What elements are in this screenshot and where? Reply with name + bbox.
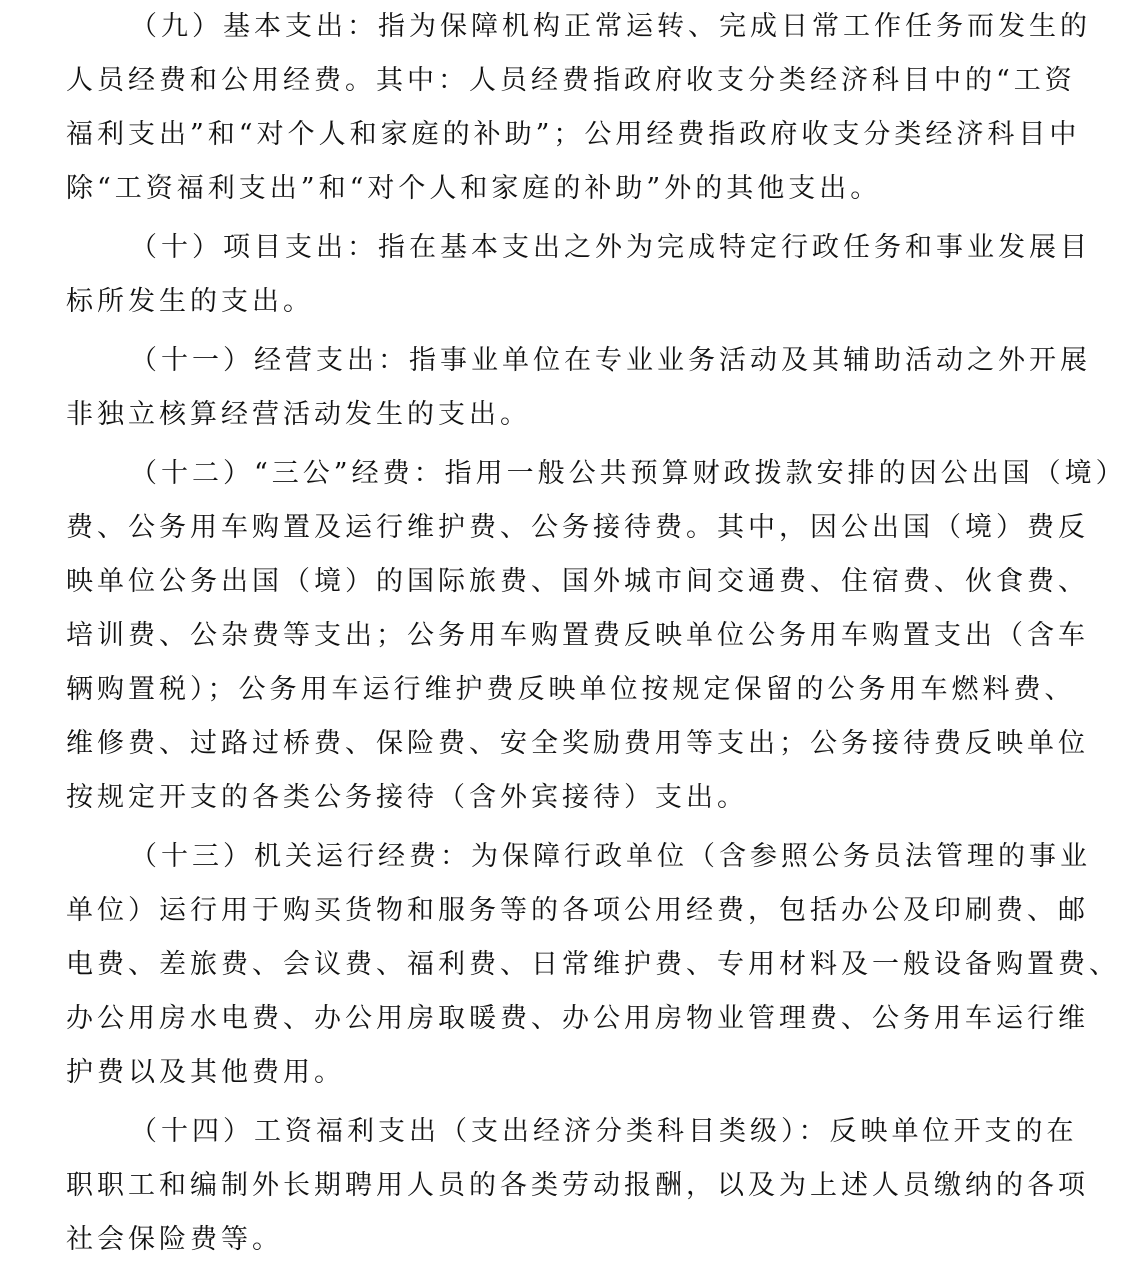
paragraph-project-expenditure [66,221,1091,329]
text-line: （十四）工资福利支出（支出经济分类科目类级）：反映单位开支的在 [130,1116,1078,1147]
paragraph-basic-expenditure [66,0,1091,216]
text-line: 除“工资福利支出”和“对个人和家庭的补助”外的其他支出。 [66,173,882,204]
paragraph-wage-welfare-expenditure [66,1105,1089,1267]
document-page [66,0,1127,1267]
text-line: 维修费、过路过桥费、保险费、安全奖励费用等支出；公务接待费反映单位 [66,728,1089,759]
text-line: （十）项目支出：指在基本支出之外为完成特定行政任务和事业发展目 [130,232,1091,263]
text-line: 护费以及其他费用。 [66,1057,345,1088]
text-line: 培训费、公杂费等支出；公务用车购置费反映单位公务用车购置支出（含车 [66,620,1089,651]
paragraph-three-public-expenses [66,447,1127,825]
text-line: 费、公务用车购置及运行维护费、公务接待费。其中，因公出国（境）费反 [66,512,1089,543]
text-line: 福利支出”和“对个人和家庭的补助”；公用经费指政府收支分类经济科目中 [66,119,1081,150]
text-line: 单位）运行用于购买货物和服务等的各项公用经费，包括办公及印刷费、邮 [66,895,1089,926]
text-line: 按规定开支的各类公务接待（含外宾接待）支出。 [66,782,748,813]
text-line: 非独立核算经营活动发生的支出。 [66,399,531,430]
text-line: （十二）“三公”经费：指用一般公共预算财政拨款安排的因公出国（境） [130,458,1127,489]
text-line: 映单位公务出国（境）的国际旅费、国外城市间交通费、住宿费、伙食费、 [66,566,1089,597]
paragraph-agency-operating-funds [66,830,1120,1100]
text-line: 辆购置税）；公务用车运行维护费反映单位按规定保留的公务用车燃料费、 [66,674,1076,705]
text-line: （九）基本支出：指为保障机构正常运转、完成日常工作任务而发生的 [130,11,1091,42]
text-line: 办公用房水电费、办公用房取暖费、办公用房物业管理费、公务用车运行维 [66,1003,1089,1034]
text-line: 人员经费和公用经费。其中：人员经费指政府收支分类经济科目中的“工资 [66,65,1076,96]
paragraph-operating-expenditure [66,334,1091,442]
text-line: （十一）经营支出：指事业单位在专业业务活动及其辅助活动之外开展 [130,345,1091,376]
text-line: （十三）机关运行经费：为保障行政单位（含参照公务员法管理的事业 [130,841,1091,872]
text-line: 电费、差旅费、会议费、福利费、日常维护费、专用材料及一般设备购置费、 [66,949,1120,980]
text-line: 标所发生的支出。 [66,286,314,317]
text-line: 社会保险费等。 [66,1224,283,1255]
text-line: 职职工和编制外长期聘用人员的各类劳动报酬，以及为上述人员缴纳的各项 [66,1170,1089,1201]
